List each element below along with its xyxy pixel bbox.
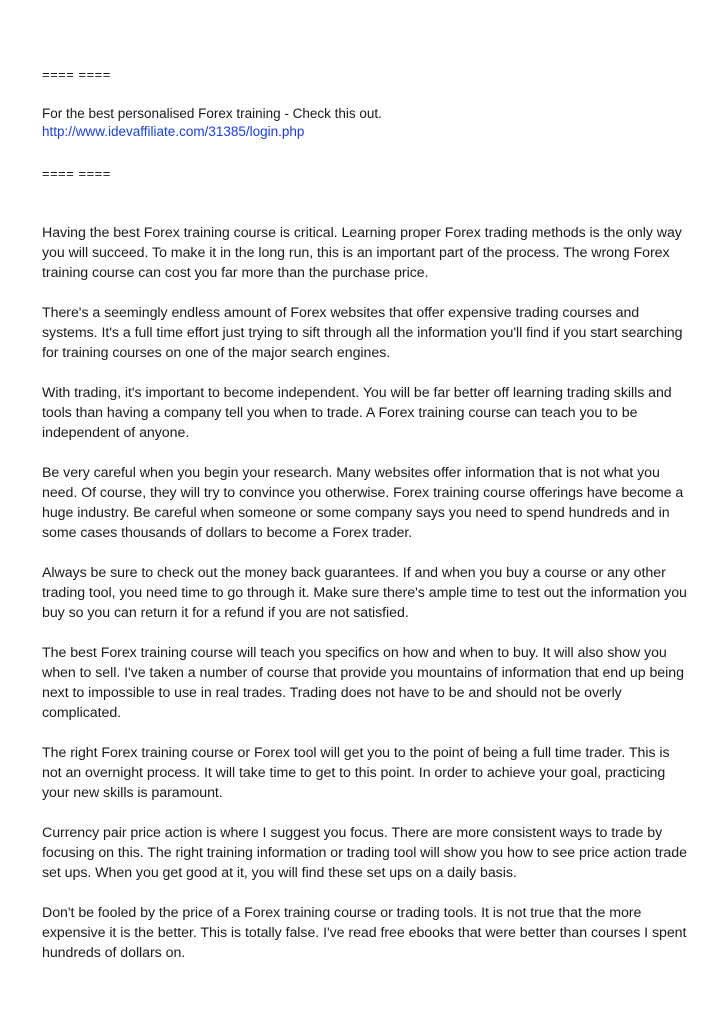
paragraph: Always be sure to check out the money back guarantees. If and when you buy a course or any other trading tool, you need time to go through it. Make sure there's ample time to test out the information you buy so you can return it for a refund if you are not satisfied. (42, 565, 687, 621)
paragraph: Currency pair price action is where I suggest you focus. There are more consistent ways to trade by focusing on this. The right training information or trading tool will show you how to see price action trade set ups. When you get good at it, you will find these set ups on a daily basis. (42, 825, 687, 881)
paragraph: The right Forex training course or Forex tool will get you to the point of being a full time trader. This is not an overnight process. It will take time to get to this point. In order to achieve your goal, practicing your new skills is paramount. (42, 745, 670, 801)
paragraph: The best Forex training course will teach you specifics on how and when to buy. It will also show you when to sell. I've taken a number of course that provide you mountains of information that end up being next to impossible to use in real trades. Trading does not have to be and should not be overly complicated. (42, 645, 684, 721)
paragraph: There's a seemingly endless amount of Forex websites that offer expensive trading courses and systems. It's a full time effort just trying to sift through all the information you'll find if you start searching for training courses on one of the major search engines. (42, 305, 683, 361)
separator-bottom: ==== ==== (42, 166, 111, 181)
article-body (42, 223, 688, 963)
paragraph: Having the best Forex training course is critical. Learning proper Forex trading methods is the only way you will succeed. To make it in the long run, this is an important part of the process. The wrong Forex training course can cost you far more than the purchase price. (42, 225, 682, 281)
paragraph: Don't be fooled by the price of a Forex training course or trading tools. It is not true that the more expensive it is the better. This is totally false. I've read free ebooks that were better than courses I spent hundreds of dollars on. (42, 905, 687, 961)
promo-text: For the best personalised Forex training - Check this out. (42, 106, 382, 121)
paragraph: With trading, it's important to become independent. You will be far better off learning trading skills and tools than having a company tell you when to trade. A Forex training course can teach you to be independent of anyone. (42, 385, 672, 441)
paragraph: Be very careful when you begin your research. Many websites offer information that is not what you need. Of course, they will try to convince you otherwise. Forex training course offerings have become a huge industry. Be careful when someone or some company says you need to spend hundreds and in some cases thousands of dollars to become a Forex trader. (42, 465, 684, 541)
promo-block (42, 105, 688, 141)
promo-link[interactable]: http://www.idevaffiliate.com/31385/login.php (42, 124, 305, 139)
document-page (42, 66, 688, 983)
separator-top: ==== ==== (42, 67, 111, 82)
